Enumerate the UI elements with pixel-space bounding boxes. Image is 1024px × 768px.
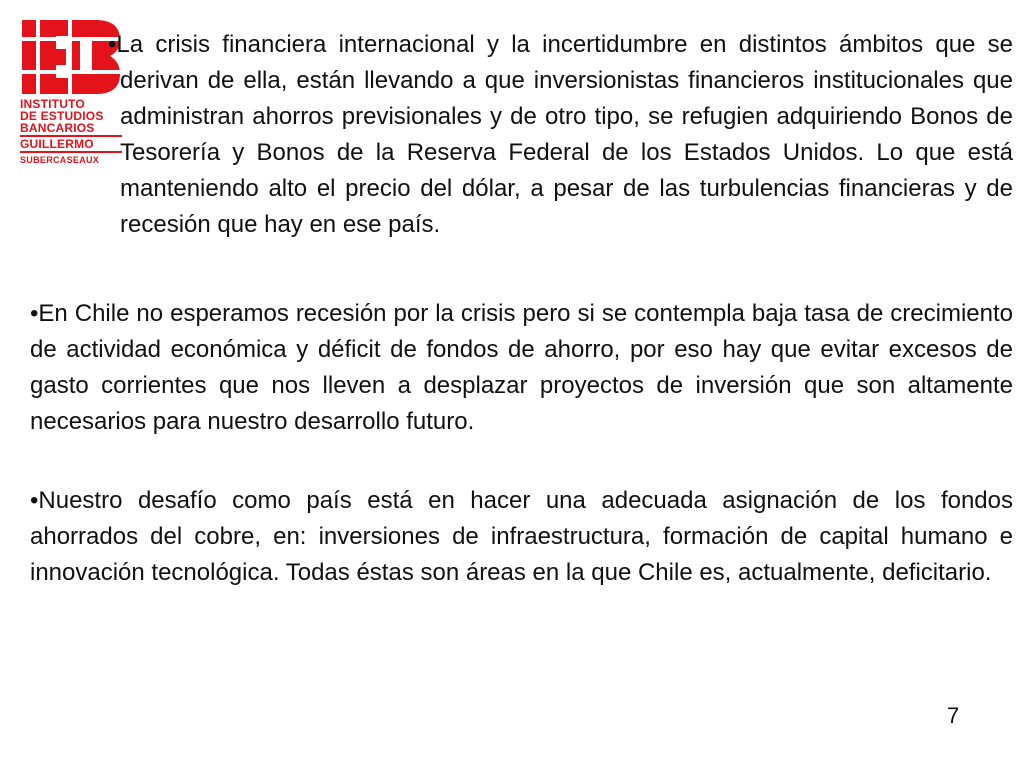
logo-line-3: BANCARIOS <box>20 121 95 135</box>
logo-wordmark <box>20 98 122 166</box>
bullet-paragraph-3: •Nuestro desafío como país está en hacer una adecuada asignación de los fondos ahorrados del cobre, en: inversiones de infraestructura, formación de capital humano e innovación tecnológica. Todas éstas son áreas en la que Chile es, actualmente, deficitario. <box>30 487 1013 586</box>
page-number: 7 <box>947 703 960 728</box>
logo-line-5: SUBERCASEAUX <box>20 155 100 165</box>
logo-divider <box>20 151 122 153</box>
logo-line-2: DE ESTUDIOS <box>20 109 104 123</box>
bullet-paragraph-1: •La crisis financiera internacional y la incertidumbre en distintos ámbitos que se derivan de ella, están llevando a que inversionistas financieros institucionales que administran ahorros previsionales y de otro tipo, se refugien adquiriendo Bonos de Tesorería y Bonos de la Reserva Federal de los Estados Unidos. Lo que está manteniendo alto el precio del dólar, a pesar de las turbulencias financieras y de recesión que hay en ese país. <box>108 31 1013 238</box>
bullet-paragraph-2: •En Chile no esperamos recesión por la crisis pero si se contempla baja tasa de crecimiento de actividad económica y déficit de fondos de ahorro, por eso hay que evitar excesos de gasto corrientes que nos lleven a desplazar proyectos de inversión que son altamente necesarios para nuestro desarrollo futuro. <box>30 300 1013 435</box>
ieb-logo-icon <box>20 18 122 96</box>
logo-line-1: INSTITUTO <box>20 97 85 111</box>
institute-logo <box>20 18 122 166</box>
logo-line-4: GUILLERMO <box>20 137 94 151</box>
